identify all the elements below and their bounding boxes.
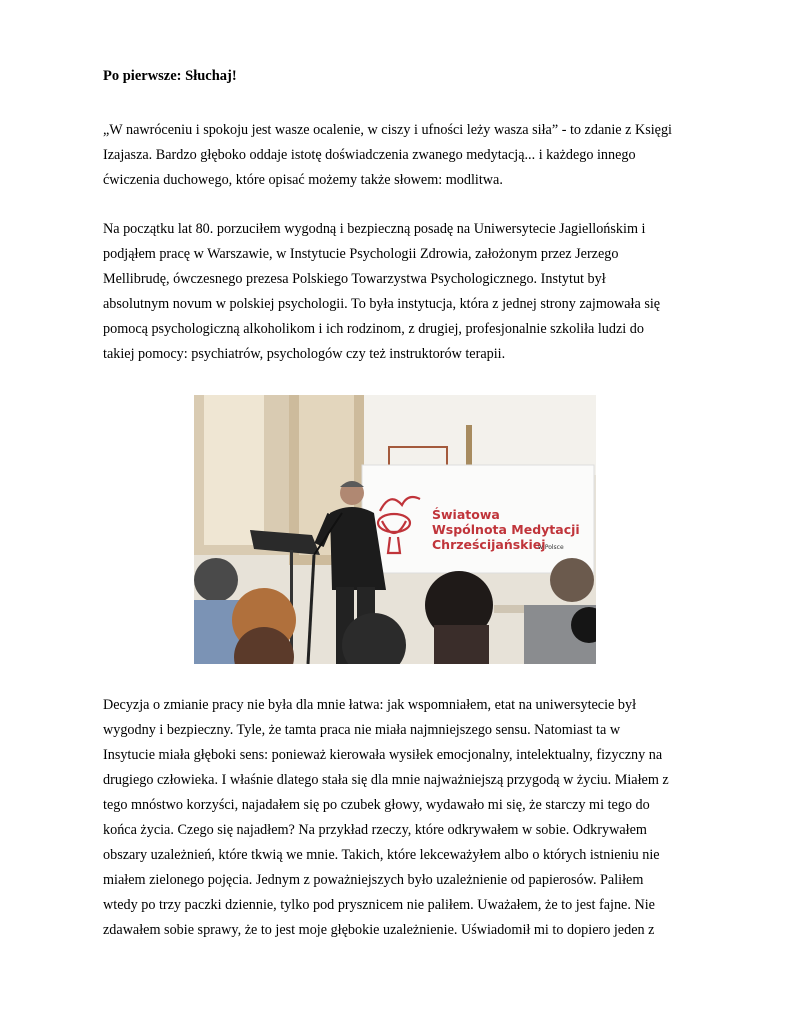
paragraph-intro xyxy=(103,118,703,193)
text-line: zdawałem sobie sprawy, że to jest moje głębokie uzależnienie. Uświadomił mi to dopiero jeden z xyxy=(103,922,655,938)
banner-line-2: Wspólnota Medytacji xyxy=(432,522,580,537)
text-line: Izajasza. Bardzo głęboko oddaje istotę doświadczenia zwanego medytacją... i każdego innego xyxy=(103,147,636,163)
paragraph-career xyxy=(103,217,703,367)
paragraph-decision xyxy=(103,693,703,943)
banner-line-1: Światowa xyxy=(432,507,500,522)
text-line: Mellibrudę, ówczesnego prezesa Polskiego Towarzystwa Psychologicznego. Instytut był xyxy=(103,271,606,287)
text-line: wtedy po trzy paczki dziennie, tylko pod prysznicem nie paliłem. Uważałem, że to jest fajne. Nie xyxy=(103,897,655,913)
text-line: absolutnym novum w polskiej psychologii. To była instytucja, która z jednej strony zajmowała się xyxy=(103,296,661,312)
text-line: Insytucie miała głęboki sens: ponieważ kierowała wysiłek emocjonalny, intelektualny, fizyczny na xyxy=(103,747,663,763)
text-line: miałem zielonego pojęcia. Jednym z poważniejszych było uzależnienie od papierosów. Paliłem xyxy=(103,872,644,888)
text-line: ćwiczenia duchowego, które opisać możemy także słowem: modlitwa. xyxy=(103,172,503,188)
document-heading: Po pierwsze: Słuchaj! xyxy=(103,68,237,84)
text-line: podjąłem pracę w Warszawie, w Instytucie Psychologii Zdrowia, założonym przez Jerzego xyxy=(103,246,619,262)
text-line: takiej pomocy: psychiatrów, psychologów czy też instruktorów terapii. xyxy=(103,346,506,362)
text-line: „W nawróceniu i spokoju jest wasze ocalenie, w ciszy i ufności leży wasza siła” - to zdanie z Księgi xyxy=(103,122,673,138)
text-line: tego mnóstwo korzyści, najadałem się po czubek głowy, wydawało mi się, że starczy mi tego do xyxy=(103,797,650,813)
text-line: wygodny i bezpieczny. Tyle, że tamta praca nie miała najmniejszego sensu. Natomiast ta w xyxy=(103,722,621,738)
banner-suffix: w Polsce xyxy=(538,544,564,551)
text-line: Decyzja o zmianie pracy nie była dla mnie łatwa: jak wspomniałem, etat na uniwersytecie był xyxy=(103,697,637,713)
text-line: końca życia. Czego się najadłem? Na przykład rzeczy, które odkrywałem w sobie. Odkrywałem xyxy=(103,822,647,838)
speaker-photo xyxy=(194,395,596,664)
text-line: drugiego człowieka. I właśnie dlatego stała się dla mnie najważniejszą przygodą w życiu. Miałem z xyxy=(103,772,669,788)
text-line: pomocą psychologiczną alkoholikom i ich rodzinom, z drugiej, profesjonalnie szkoliła ludzi do xyxy=(103,321,644,337)
banner-line-3: Chrześcijańskiej xyxy=(432,537,546,552)
text-line: Na początku lat 80. porzuciłem wygodną i bezpieczną posadę na Uniwersytecie Jagiellońskim i xyxy=(103,221,646,237)
text-line: obszary uzależnień, które tkwią we mnie. Takich, które lekceważyłem albo o których istnieniu nie xyxy=(103,847,660,863)
